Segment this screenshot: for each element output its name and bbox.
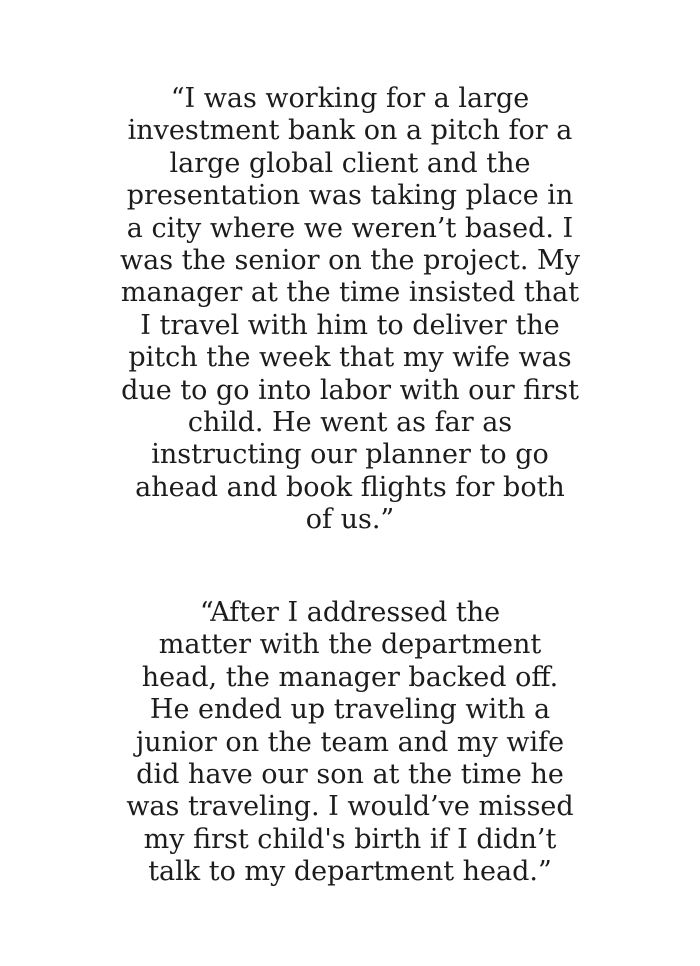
quote-line: investment bank on a pitch for a [127, 115, 573, 147]
quote-line: ahead and book flights for both [135, 471, 565, 503]
quote-line: large global client and the [169, 147, 531, 179]
quote-line: head, the manager backed off. [141, 661, 559, 693]
quote-line: matter with the department [158, 629, 542, 661]
quote-line: due to go into labor with our first [121, 374, 579, 406]
quote-line: junior on the team and my wife [135, 726, 565, 758]
quote-paragraph-2 [0, 597, 700, 889]
quote-line: I travel with him to deliver the [140, 309, 560, 341]
quote-line: my first child's birth if I didn’t [143, 823, 557, 855]
quote-line: did have our son at the time he [136, 759, 564, 791]
quote-line: was traveling. I would’ve missed [126, 791, 574, 823]
quote-line: was the senior on the project. My [120, 245, 580, 277]
quote-line: He ended up traveling with a [149, 694, 551, 726]
quote-line: a city where we weren’t based. I [126, 212, 574, 244]
quote-paragraph-1 [0, 83, 700, 537]
quote-line: child. He went as far as [187, 407, 513, 439]
quote-line: “After I addressed the [199, 597, 501, 628]
quote-line: of us.” [305, 504, 395, 536]
quote-line: talk to my department head.” [148, 856, 552, 888]
quote-line: instructing our planner to go [151, 439, 549, 471]
quote-line: presentation was taking place in [126, 180, 574, 212]
quote-line: “I was working for a large [170, 83, 530, 114]
quote-line: manager at the time insisted that [120, 277, 580, 309]
quote-line: pitch the week that my wife was [128, 342, 572, 374]
